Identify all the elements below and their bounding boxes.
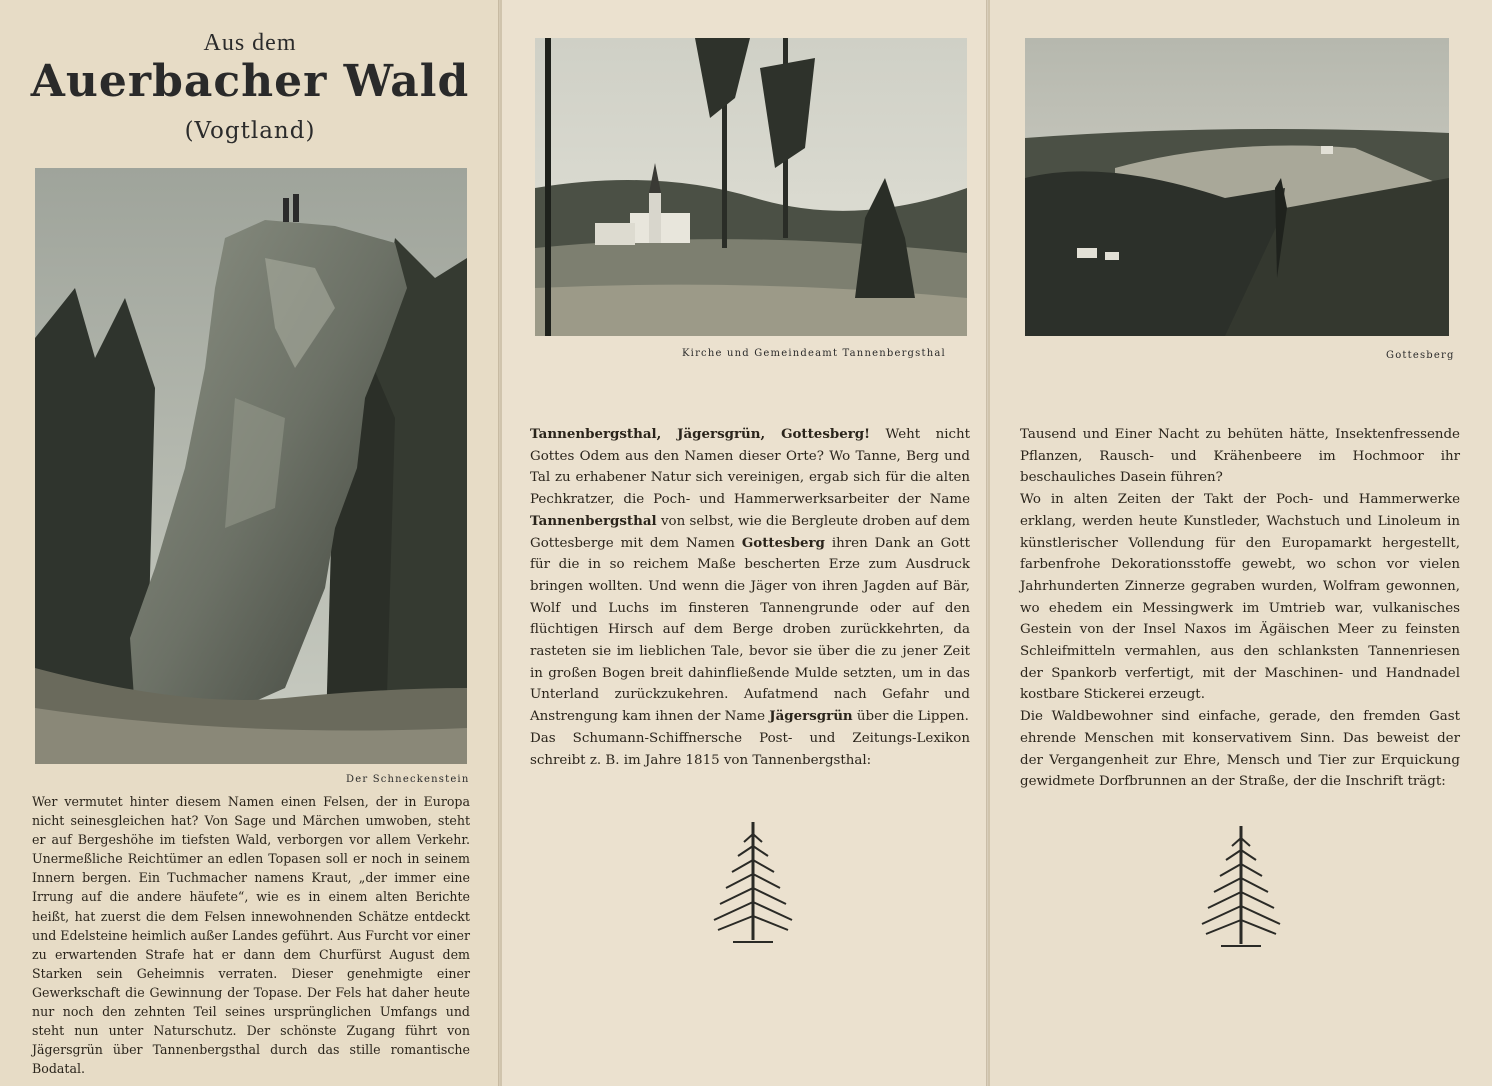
paragraph: Tausend und Einer Nacht zu behüten hätte, Insektenfressende Pflanzen, Rausch- und Krähenbeere im Hochmoor ihr beschauliches Dasein führen? [1020,427,1460,486]
paragraph: Das Schumann-Schiffnersche Post- und Zeitungs-Lexikon schreibt z. B. im Jahre 1815 von Tannenbergsthal: [530,730,970,768]
photo-caption: Gottesberg [1386,350,1455,361]
photo-caption: Kirche und Gemeindeamt Tannenbergsthal [682,348,946,359]
panel-middle [502,0,988,1086]
fir-tree-icon [708,822,798,946]
place-name: Tannenbergsthal [530,512,657,529]
lead-heading: Tannenbergsthal, Jägersgrün, Gottesberg! [530,426,871,442]
page-title: Auerbacher Wald [30,56,470,107]
panel-left [0,0,500,1086]
photo-caption: Der Schneckenstein [346,774,470,785]
title-subtitle: (Vogtland) [184,118,316,144]
panel-right [990,0,1492,1086]
body-text: Tannenbergsthal, Jägersgrün, Gottesberg! Weht nicht Gottes Odem aus den Namen dieser Orte? Wo Tanne, Berg und Tal zu erhabener Natur sich vereinigen, ergab sich für die alten Pechkratzer, die Poch- und Hammerwerksarbeiter der Name Tannenbergsthal von selbst, wie die Bergleute droben auf dem Gottesberge mit dem Namen Gottesberg ihren Dank an Gott für die in so reichem Maße bescherten Erze zum Ausdruck bringen wollten. Und wenn die Jäger von ihren Jagden auf Bär, Wolf und Luchs im finsteren Tannengrunde oder auf den flüchtigen Hirsch auf dem Berge droben zurückkehrten, da rasteten sie im lieblichen Tale, bevor sie über die zu jener Zeit in großen Bogen breit dahinfließende Mulde setzten, um in das Unterland zurückzukehren. Aufatmend nach Gefahr und Anstrengung kam ihnen der Name Jägersgrün über die Lippen. Das Schumann-Schiffnersche Post- und Zeitungs-Lexikon schreibt z. B. im Jahre 1815 von Tannenbergsthal: [530,424,970,771]
photo-schneckenstein [35,168,467,764]
photo-tannenbergsthal [535,38,967,336]
place-name: Gottesberg [741,534,825,551]
title-small: Aus dem [203,30,297,56]
body-text [1020,424,1460,793]
body-text: Wer vermutet hinter diesem Namen einen Felsen, der in Europa nicht seinesgleichen hat? Von Sage und Märchen umwoben, steht er auf Bergeshöhe im tiefsten Wald, verborgen vor allem Verkehr. Unermeßliche Reichtümer an edlen Topasen soll er noch in seinem Innern bergen. Ein Tuchmacher namens Kraut, „der immer eine Irrung auf die andere häufete“, wie es in einem alten Berichte heißt, hat zuerst die dem Felsen innewohnenden Schätze entdeckt und Edelsteine heimlich außer Landes geführt. Aus Furcht vor einer zu erwartenden Strafe hat er dann dem Churfürst August dem Starken sein Geheimnis verraten. Dieser genehmigte einer Gewerkschaft die Gewinnung der Topase. Der Fels hat daher heute nur noch den zehnten Teil seines ursprünglichen Umfangs und steht nun unter Naturschutz. Der schönste Zugang führt von Jägersgrün über Tannenbergsthal durch das stille romantische Bodatal. [32,794,470,1077]
place-name: Jägersgrün [769,708,853,725]
photo-gottesberg [1025,38,1449,336]
fir-tree-icon [1196,826,1286,950]
paragraph: Wo in alten Zeiten der Takt der Poch- und Hammerwerke erklang, werden heute Kunstleder, Wachstuch und Linoleum in künstlerischer Vollendung für den Europamarkt hergestellt, farbenfrohe Dekorationsstoffe gewebt, wo schon vor vielen Jahrhunderten Zinnerze gegraben wurden, Wolfram gewonnen, wo ehedem ein Messingwerk im Umtrieb war, vulkanisches Gestein von der Insel Naxos im Ägäischen Meer zu feinsten Schleifmitteln vermahlen, aus den schlanksten Tannenriesen der Spankorb verfertigt, mit der Maschinen- und Handnadel kostbare Stickerei erzeugt. [1020,492,1460,703]
paragraph: Die Waldbewohner sind einfache, gerade, den fremden Gast ehrende Menschen mit konservativem Sinn. Das beweist der der Vergangenheit zur Ehre, Mensch und Tier zur Erquickung gewidmete Dorfbrunnen an der Straße, der die Inschrift trägt: [1020,709,1460,790]
